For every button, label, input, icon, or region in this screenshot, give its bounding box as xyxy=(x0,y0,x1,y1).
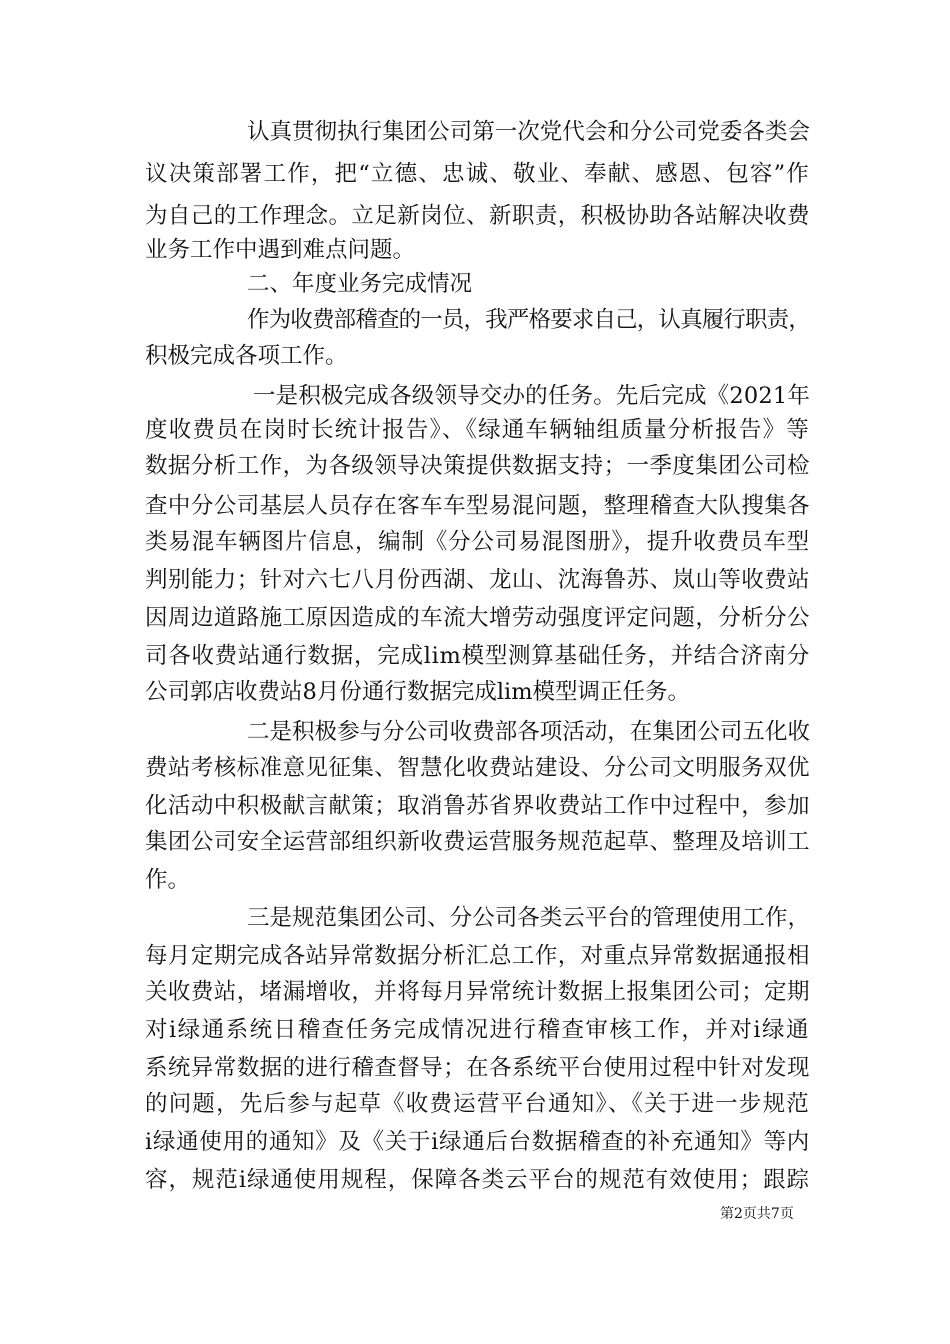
paragraph-5-line-7: i绿通使用的通知》及《关于i绿通后台数据稽查的补充通知》等内 xyxy=(145,1129,810,1155)
paragraph-3-line-5: 类易混车辆图片信息，编制《分公司易混图册》，提升收费员车型 xyxy=(145,529,810,555)
paragraph-2-line-1: 作为收费部稽查的一员，我严格要求自己，认真履行职责， xyxy=(247,307,810,333)
paragraph-5-line-1: 三是规范集团公司、分公司各类云平台的管理使用工作， xyxy=(247,905,810,931)
paragraph-5-line-5: 系统异常数据的进行稽查督导；在各系统平台使用过程中针对发现 xyxy=(145,1055,810,1081)
paragraph-1-line-2: 议决策部署工作，把“立德、忠诚、敬业、奉献、感恩、包容”作 xyxy=(145,161,810,187)
paragraph-1-line-4: 业务工作中遇到难点问题。 xyxy=(145,237,416,263)
paragraph-3-line-4: 查中分公司基层人员存在客车车型易混问题，整理稽查大队搜集各 xyxy=(145,493,810,519)
paragraph-3-line-1: 一是积极完成各级领导交办的任务。先后完成《2021年 xyxy=(253,383,810,409)
paragraph-5-line-3: 关收费站，堵漏增收，并将每月异常统计数据上报集团公司；定期 xyxy=(145,979,810,1005)
section-heading: 二、年度业务完成情况 xyxy=(247,271,473,297)
paragraph-4-line-4: 集团公司安全运营部组织新收费运营服务规范起草、整理及培训工 xyxy=(145,829,810,855)
paragraph-3-line-7: 因周边道路施工原因造成的车流大增劳动强度评定问题，分析分公 xyxy=(145,605,810,631)
paragraph-4-line-5: 作。 xyxy=(145,867,191,893)
paragraph-1-line-3: 为自己的工作理念。立足新岗位、新职责，积极协助各站解决收费 xyxy=(145,203,810,229)
page-number-footer: 第2页共7页 xyxy=(720,1206,794,1222)
paragraph-5-line-8: 容，规范i绿通使用规程，保障各类云平台的规范有效使用；跟踪 xyxy=(145,1167,810,1193)
paragraph-5-line-2: 每月定期完成各站异常数据分析汇总工作，对重点异常数据通报相 xyxy=(145,943,810,969)
paragraph-4-line-3: 化活动中积极献言献策；取消鲁苏省界收费站工作中过程中，参加 xyxy=(145,793,810,819)
paragraph-4-line-2: 费站考核标准意见征集、智慧化收费站建设、分公司文明服务双优 xyxy=(145,755,810,781)
paragraph-2-line-2: 积极完成各项工作。 xyxy=(145,343,348,369)
paragraph-3-line-6: 判别能力；针对六七八月份西湖、龙山、沈海鲁苏、岚山等收费站 xyxy=(145,567,810,593)
paragraph-3-line-9: 公司郭店收费站8月份通行数据完成lim模型调正任务。 xyxy=(145,679,691,705)
paragraph-4-line-1: 二是积极参与分公司收费部各项活动，在集团公司五化收 xyxy=(247,719,810,745)
paragraph-5-line-4: 对i绿通系统日稽查任务完成情况进行稽查审核工作，并对i绿通 xyxy=(145,1017,810,1043)
paragraph-3-line-3: 数据分析工作，为各级领导决策提供数据支持；一季度集团公司检 xyxy=(145,453,810,479)
paragraph-1-line-1: 认真贯彻执行集团公司第一次党代会和分公司党委各类会 xyxy=(247,119,810,145)
paragraph-3-line-8: 司各收费站通行数据，完成lim模型测算基础任务，并结合济南分 xyxy=(145,643,810,669)
paragraph-5-line-6: 的问题，先后参与起草《收费运营平台通知》、《关于进一步规范 xyxy=(145,1091,810,1117)
paragraph-3-line-2: 度收费员在岗时长统计报告》、《绿通车辆轴组质量分析报告》等 xyxy=(145,417,810,443)
